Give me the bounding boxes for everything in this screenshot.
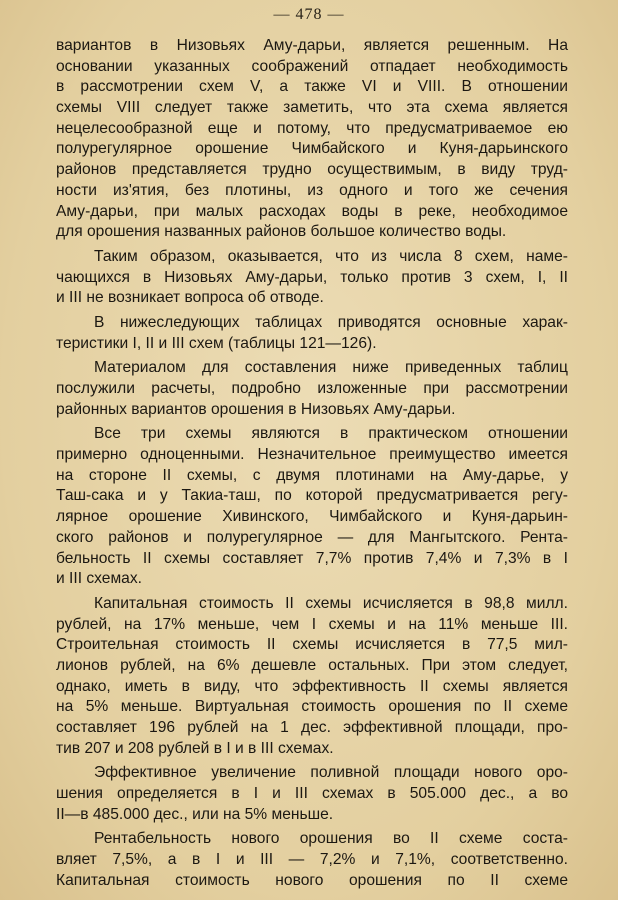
text-line: районных вариантов орошения в Низовьях Аму-дарьи. (56, 400, 456, 418)
text-line: II—в 485.000 дес., или на 5% меньше. (56, 805, 334, 823)
text-line: на 5% меньше. Виртуальная стоимость орошения по II схеме (56, 698, 568, 716)
paragraph (56, 313, 568, 354)
text-line: Капитальная стоимость нового орошения по II схеме (56, 871, 568, 889)
text-line: примерно одноценными. Незначительное преимущество имеется (56, 446, 568, 464)
paragraph (56, 247, 568, 309)
text-line: Аму-дарьи, при малых расходах воды в реке, необходимое (56, 202, 568, 220)
text-line: полурегулярное орошение Чимбайского и Куня-дарьинского (56, 140, 568, 158)
text-line: для орошения названных районов большое количество воды. (56, 223, 507, 241)
text-line: рублей, на 17% меньше, чем I схемы и на 11% меньше III. (56, 615, 568, 633)
text-line: и III схемах. (56, 570, 142, 588)
text-line: Все три схемы являются в практическом отношении (94, 425, 568, 443)
text-line: ности из'ятия, без плотины, из одного и того же сечения (56, 181, 568, 199)
paragraph (56, 594, 568, 760)
paragraph (56, 424, 568, 590)
paragraph (56, 763, 568, 825)
text-line: Таким образом, оказывается, что из числа 8 схем, наме- (94, 247, 568, 265)
text-line: нецелесообразной еще и потому, что предусматриваемое ею (56, 119, 568, 137)
text-line: вляет 7,5%, а в I и III — 7,2% и 7,1%, соответственно. (56, 851, 568, 869)
text-line: Эффективное увеличение поливной площади нового оро- (94, 764, 568, 782)
text-line: шения определяется в I и III схемах в 505.000 дес., а во (56, 785, 568, 803)
text-line: однако, иметь в виду, что эффективность II схемы является (56, 677, 568, 695)
paragraph (56, 829, 568, 891)
text-line: вариантов в Низовьях Аму-дарьи, является решенным. На (56, 37, 568, 54)
text-line: Строительная стоимость II схемы исчисляется в 77,5 мил- (56, 636, 568, 654)
text-line: тив 207 и 208 рублей в I и в III схемах. (56, 739, 334, 757)
body-text (56, 36, 568, 896)
text-line: районов представляется трудно осуществимым, в виду труд- (56, 161, 568, 179)
text-line: В нижеследующих таблицах приводятся основные харак- (94, 313, 568, 331)
text-line: Рентабельность нового орошения во II схеме соста- (94, 830, 568, 848)
text-line: чающихся в Низовьях Аму-дарьи, только против 3 схем, I, II (56, 268, 568, 286)
text-line: лярное орошение Хивинского, Чимбайского и Куня-дарьин- (56, 508, 568, 526)
paragraph (56, 358, 568, 420)
text-line: в рассмотрении схем V, а также VI и VIII. В отношении (56, 78, 568, 96)
text-line: Материалом для составления ниже приведенных таблиц (94, 359, 568, 377)
paragraph (56, 36, 568, 243)
text-line: схемы VIII следует также заметить, что эта схема является (56, 99, 568, 117)
page-number: — 478 — (273, 6, 345, 23)
text-line: на стороне II схемы, с двумя плотинами на Аму-дарье, у (56, 466, 568, 484)
text-line: послужили расчеты, подробно изложенные при рассмотрении (56, 380, 568, 397)
text-line: ского районов и полурегулярное — для Мангытского. Рента- (56, 528, 568, 546)
text-line: Капитальная стоимость II схемы исчисляется в 98,8 милл. (94, 594, 568, 612)
text-line: бельность II схемы составляет 7,7% против 7,4% и 7,3% в I (56, 549, 568, 567)
text-line: теристики I, II и III схем (таблицы 121—126). (56, 334, 377, 352)
text-line: основании указанных соображений отпадает необходимость (56, 57, 568, 75)
text-line: Таш-сака и у Такиа-таш, по которой предусматривается регу- (56, 487, 568, 505)
text-line: и III не возникает вопроса об отводе. (56, 289, 324, 307)
text-line: лионов рублей, на 6% дешевле остальных. При этом следует, (56, 656, 568, 674)
text-line: составляет 196 рублей на 1 дес. эффективной площади, про- (56, 719, 568, 736)
